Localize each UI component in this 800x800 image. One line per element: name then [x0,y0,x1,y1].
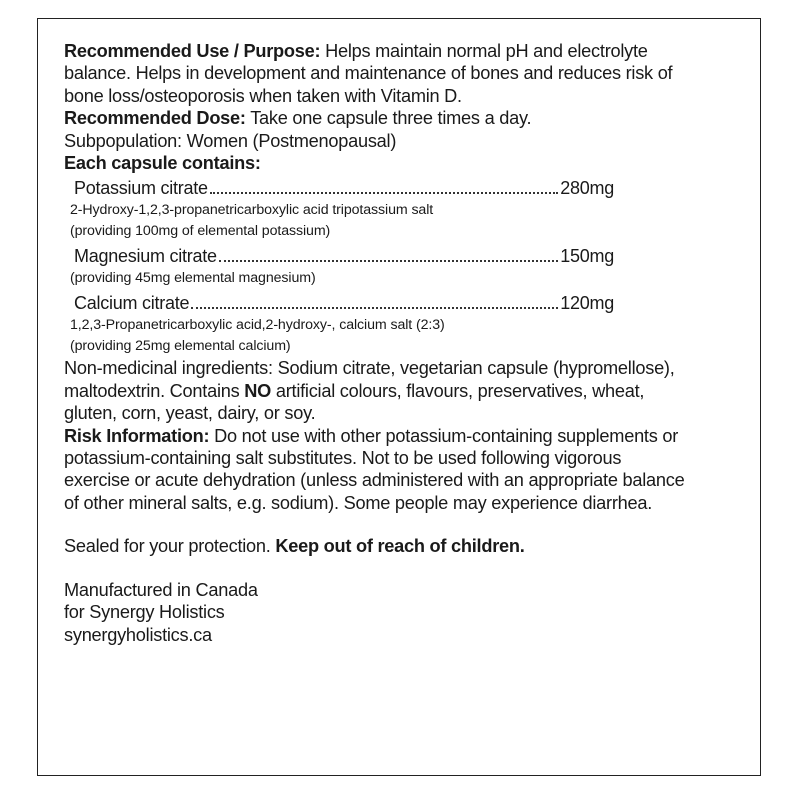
dot-leader [191,307,558,309]
ingredient-calcium [64,291,744,357]
ingredient-row [74,244,614,268]
children-warning: Keep out of reach of children. [275,536,525,557]
recommended-use-heading: Recommended Use / Purpose: [64,41,321,61]
non-medicinal-line-1: Non-medicinal ingredients: Sodium citrate, vegetarian capsule (hypromellose), [64,358,675,379]
recommended-use-section [64,40,744,107]
recommended-dose-heading: Recommended Dose: [64,108,246,129]
recommended-dose-text: Take one capsule three times a day. [245,108,532,129]
ingredient-note: 1,2,3-Propanetricarboxylic acid,2-hydroxy-, calcium salt (2:3) [70,317,445,334]
risk-line-1 [64,425,744,447]
sealed-text: Sealed for your protection. [64,536,276,557]
ingredient-name: Magnesium citrate [74,246,217,267]
non-medicinal-line-2 [64,380,744,402]
risk-information-heading: Risk Information: [64,425,210,446]
risk-text-2: potassium-containing salt substitutes. Not to be used following vigorous [64,448,622,469]
manufacturer-line-2: for Synergy Holistics [64,602,225,623]
manufacturer-section [64,579,744,646]
recommended-use-text-1: Helps maintain normal pH and electrolyte [320,41,648,61]
non-medicinal-line-2-pre: maltodextrin. Contains [64,380,245,401]
ingredient-row [74,291,614,315]
ingredient-note: (providing 25mg elemental calcium) [70,338,291,355]
risk-text-1: Do not use with other potassium-containing supplements or [209,425,679,446]
label-content [64,40,744,646]
ingredient-name: Calcium citrate [74,293,190,314]
non-medicinal-line-3: gluten, corn, yeast, dairy, or soy. [64,403,316,424]
risk-text-3: exercise or acute dehydration (unless administered with an appropriate balance [64,470,685,491]
dot-leader [210,192,558,194]
non-medicinal-section [64,357,744,424]
ingredient-row [74,176,614,200]
subpopulation: Subpopulation: Women (Postmenopausal) [64,130,397,151]
ingredient-amount: 150mg [560,246,614,267]
risk-text-4: of other mineral salts, e.g. sodium). Some people may experience diarrhea. [64,492,653,513]
ingredient-amount: 120mg [560,293,614,314]
ingredient-note: (providing 100mg of elemental potassium) [70,223,331,240]
recommended-dose-section [64,107,744,129]
capsule-contents-heading: Each capsule contains: [64,153,261,174]
risk-information-section [64,425,744,515]
ingredient-name: Potassium citrate [74,178,208,199]
ingredient-amount: 280mg [560,178,614,199]
ingredient-note: (providing 45mg elemental magnesium) [70,270,316,287]
ingredient-magnesium [64,244,744,289]
manufacturer-line-1: Manufactured in Canada [64,579,258,600]
ingredient-note: 2-Hydroxy-1,2,3-propanetricarboxylic acid tripotassium salt [70,202,434,219]
ingredient-potassium [64,176,744,242]
recommended-use-text-3: bone loss/osteoporosis when taken with Vitamin D. [64,85,462,106]
recommended-use-line-1 [64,40,744,62]
sealed-notice [64,535,744,557]
non-medicinal-line-2-post: artificial colours, flavours, preservatives, wheat, [271,380,645,401]
non-medicinal-no-emphasis: NO [244,380,272,401]
manufacturer-website: synergyholistics.ca [64,624,212,645]
dot-leader [219,260,558,262]
recommended-use-text-2: balance. Helps in development and maintenance of bones and reduces risk of [64,63,673,84]
